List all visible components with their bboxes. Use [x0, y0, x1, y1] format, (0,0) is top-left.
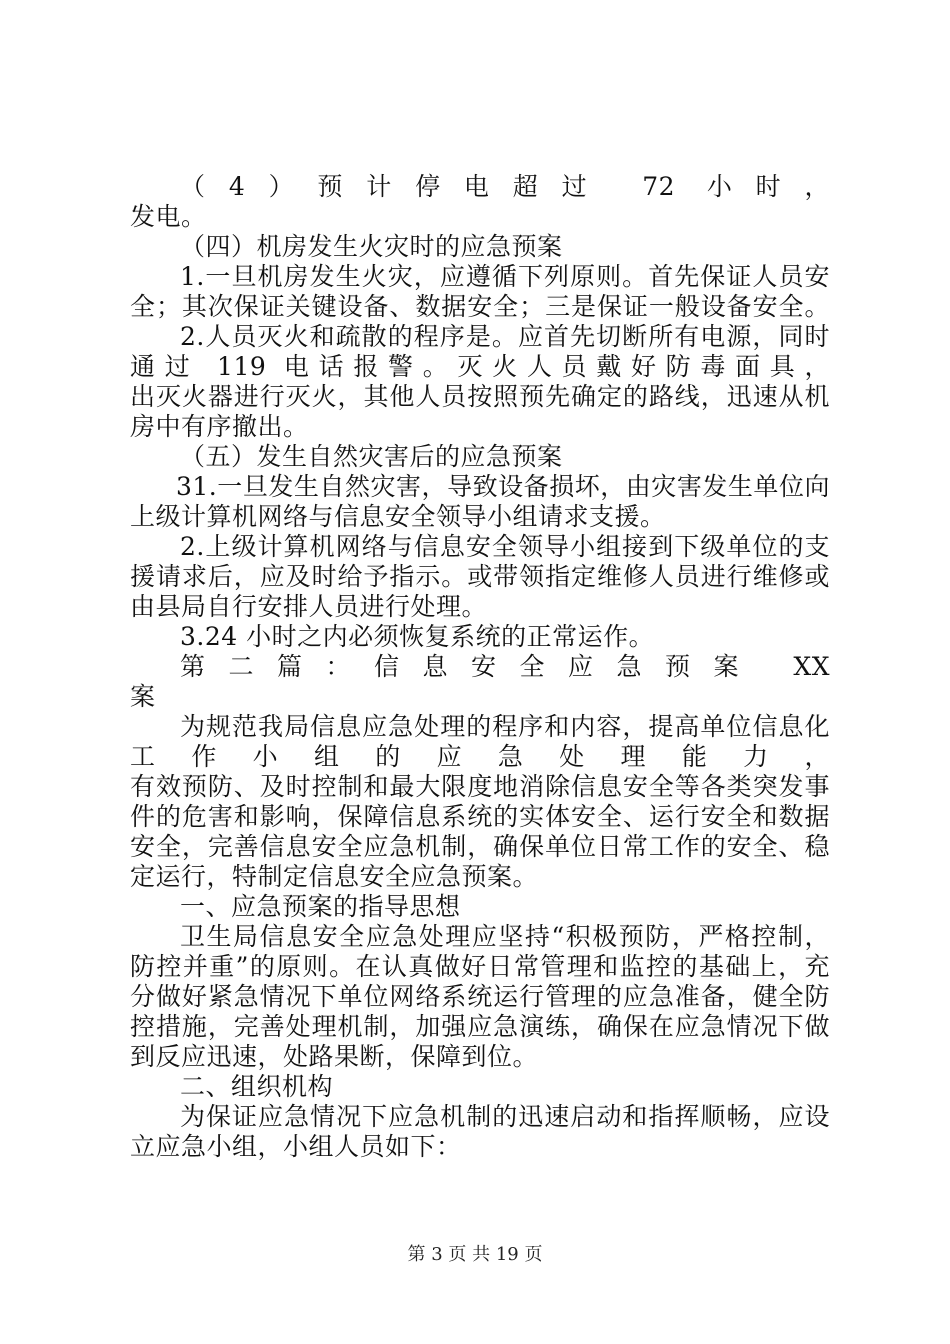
text-line: 全；其次保证关键设备、数据安全；三是保证一般设备安全。: [130, 292, 830, 321]
text-line: 安全，完善信息安全应急机制，确保单位日常工作的安全、稳: [130, 832, 830, 861]
text-line: 为保证应急情况下应急机制的迅速启动和指挥顺畅，应设: [180, 1102, 830, 1131]
text-line: 房中有序撤出。: [130, 412, 309, 441]
section-heading: 二、组织机构: [180, 1072, 334, 1101]
text-line: 1.一旦机房发生火灾，应遵循下列原则。首先保证人员安: [180, 262, 830, 291]
text-line: （4）预计停电超过 72 小时，: [180, 172, 830, 201]
section-heading: （四）机房发生火灾时的应急预案: [180, 232, 563, 261]
text-line: 到反应迅速，处路果断，保障到位。: [130, 1042, 539, 1071]
text-line: 定运行，特制定信息安全应急预案。: [130, 862, 539, 891]
document-body: [130, 172, 830, 1162]
text-line: 援请求后，应及时给予指示。或带领指定维修人员进行维修或: [130, 562, 830, 591]
text-line: 出灭火器进行灭火，其他人员按照预先确定的路线，迅速从机: [130, 382, 830, 411]
text-line: 工作小组的应急处理能力，: [130, 742, 830, 771]
text-line: 控措施，完善处理机制，加强应急演练，确保在应急情况下做: [130, 1012, 830, 1041]
text-line: 件的危害和影响，保障信息系统的实体安全、运行安全和数据: [130, 802, 830, 831]
section-heading: 一、应急预案的指导思想: [180, 892, 461, 921]
text-line: 31.一旦发生自然灾害，导致设备损坏，由灾害发生单位向: [176, 472, 830, 501]
text-line: 2.人员灭火和疏散的程序是。应首先切断所有电源，同时: [180, 322, 830, 351]
text-line: 3.24 小时之内必须恢复系统的正常运作。: [180, 622, 655, 651]
text-line: 分做好紧急情况下单位网络系统运行管理的应急准备，健全防: [130, 982, 830, 1011]
text-line: 通过 119 电话报警。灭火人员戴好防毒面具，: [130, 352, 830, 381]
chapter-heading: 案: [130, 682, 156, 711]
text-line: 立应急小组，小组人员如下：: [130, 1132, 462, 1161]
text-line: 有效预防、及时控制和最大限度地消除信息安全等各类突发事: [130, 772, 830, 801]
chapter-heading: 第二篇：信息安全应急预案 XX: [180, 652, 830, 681]
text-line: 卫生局信息安全应急处理应坚持“积极预防，严格控制，: [180, 922, 830, 951]
section-heading: （五）发生自然灾害后的应急预案: [180, 442, 563, 471]
text-line: 为规范我局信息应急处理的程序和内容，提高单位信息化: [180, 712, 830, 741]
text-line: 防控并重”的原则。在认真做好日常管理和监控的基础上，充: [130, 952, 830, 981]
page-number-footer: 第 3 页 共 19 页: [407, 1244, 543, 1265]
text-line: 由县局自行安排人员进行处理。: [130, 592, 488, 621]
text-line: 2.上级计算机网络与信息安全领导小组接到下级单位的支: [180, 532, 830, 561]
text-line: 发电。: [130, 202, 207, 231]
text-line: 上级计算机网络与信息安全领导小组请求支援。: [130, 502, 666, 531]
